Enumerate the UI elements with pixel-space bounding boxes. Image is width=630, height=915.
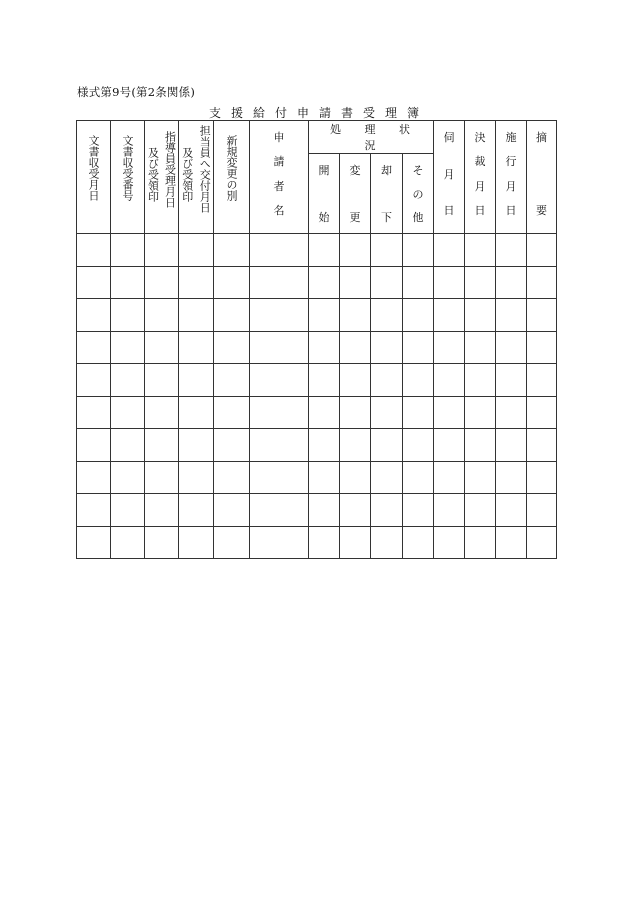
entry-cell[interactable] xyxy=(340,429,371,462)
entry-cell[interactable] xyxy=(434,429,465,462)
entry-cell[interactable] xyxy=(434,266,465,299)
entry-cell[interactable] xyxy=(179,461,214,494)
entry-cell[interactable] xyxy=(403,234,434,267)
entry-cell[interactable] xyxy=(214,494,250,527)
table-row xyxy=(77,429,557,462)
entry-cell[interactable] xyxy=(250,526,309,559)
entry-cell[interactable] xyxy=(111,494,145,527)
entry-cell[interactable] xyxy=(371,364,403,397)
entry-cell[interactable] xyxy=(214,429,250,462)
entry-cell[interactable] xyxy=(179,266,214,299)
entry-cell[interactable] xyxy=(434,331,465,364)
entry-cell[interactable] xyxy=(250,364,309,397)
ledger-title: 支援給付申請書受理簿 xyxy=(208,106,429,120)
entry-cell[interactable] xyxy=(496,526,527,559)
entry-cell[interactable] xyxy=(179,299,214,332)
entry-cell[interactable] xyxy=(111,461,145,494)
header-start: 開 始 xyxy=(309,154,340,234)
entry-cell[interactable] xyxy=(145,429,179,462)
entry-cell[interactable] xyxy=(496,299,527,332)
header-applicant-name: 申 請 者 名 xyxy=(250,121,309,234)
entry-cell[interactable] xyxy=(340,331,371,364)
entry-cell[interactable] xyxy=(309,364,340,397)
header-enforcement-date: 施 行 月 日 xyxy=(496,121,527,234)
entry-cell[interactable] xyxy=(77,266,111,299)
entry-cell[interactable] xyxy=(527,429,557,462)
entry-cell[interactable] xyxy=(111,396,145,429)
entry-cell[interactable] xyxy=(77,364,111,397)
table-row xyxy=(77,364,557,397)
ledger-body xyxy=(77,234,557,559)
entry-cell[interactable] xyxy=(434,526,465,559)
entry-cell[interactable] xyxy=(309,461,340,494)
entry-cell[interactable] xyxy=(371,266,403,299)
entry-cell[interactable] xyxy=(527,234,557,267)
entry-cell[interactable] xyxy=(403,526,434,559)
entry-cell[interactable] xyxy=(434,396,465,429)
entry-cell[interactable] xyxy=(371,526,403,559)
table-row xyxy=(77,299,557,332)
entry-cell[interactable] xyxy=(309,234,340,267)
entry-cell[interactable] xyxy=(309,526,340,559)
entry-cell[interactable] xyxy=(371,299,403,332)
entry-cell[interactable] xyxy=(214,266,250,299)
entry-cell[interactable] xyxy=(250,266,309,299)
entry-cell[interactable] xyxy=(496,331,527,364)
entry-cell[interactable] xyxy=(77,461,111,494)
entry-cell[interactable] xyxy=(214,396,250,429)
entry-cell[interactable] xyxy=(527,299,557,332)
entry-cell[interactable] xyxy=(403,494,434,527)
entry-cell[interactable] xyxy=(77,234,111,267)
entry-cell[interactable] xyxy=(145,364,179,397)
entry-cell[interactable] xyxy=(111,526,145,559)
table-row xyxy=(77,396,557,429)
entry-cell[interactable] xyxy=(527,266,557,299)
entry-cell[interactable] xyxy=(465,461,496,494)
entry-cell[interactable] xyxy=(371,331,403,364)
entry-cell[interactable] xyxy=(434,234,465,267)
entry-cell[interactable] xyxy=(309,396,340,429)
entry-cell[interactable] xyxy=(179,331,214,364)
entry-cell[interactable] xyxy=(340,364,371,397)
entry-cell[interactable] xyxy=(527,494,557,527)
entry-cell[interactable] xyxy=(179,429,214,462)
entry-cell[interactable] xyxy=(403,299,434,332)
entry-cell[interactable] xyxy=(250,234,309,267)
entry-cell[interactable] xyxy=(434,299,465,332)
entry-cell[interactable] xyxy=(496,266,527,299)
form-number-label: 様式第9号(第2条関係) xyxy=(77,85,196,99)
entry-cell[interactable] xyxy=(214,299,250,332)
entry-cell[interactable] xyxy=(403,396,434,429)
entry-cell[interactable] xyxy=(214,364,250,397)
entry-cell[interactable] xyxy=(340,526,371,559)
entry-cell[interactable] xyxy=(145,396,179,429)
entry-cell[interactable] xyxy=(250,429,309,462)
entry-cell[interactable] xyxy=(179,364,214,397)
entry-cell[interactable] xyxy=(465,396,496,429)
entry-cell[interactable] xyxy=(527,396,557,429)
entry-cell[interactable] xyxy=(111,331,145,364)
entry-cell[interactable] xyxy=(496,396,527,429)
table-row xyxy=(77,461,557,494)
entry-cell[interactable] xyxy=(434,461,465,494)
entry-cell[interactable] xyxy=(214,526,250,559)
entry-cell[interactable] xyxy=(77,526,111,559)
entry-cell[interactable] xyxy=(250,494,309,527)
entry-cell[interactable] xyxy=(309,331,340,364)
entry-cell[interactable] xyxy=(111,364,145,397)
entry-cell[interactable] xyxy=(527,331,557,364)
entry-cell[interactable] xyxy=(434,494,465,527)
header-instructor-receipt: 指導員受理月日 及び受領印 xyxy=(145,121,179,234)
entry-cell[interactable] xyxy=(77,396,111,429)
entry-cell[interactable] xyxy=(465,494,496,527)
entry-cell[interactable] xyxy=(434,364,465,397)
entry-cell[interactable] xyxy=(527,364,557,397)
entry-cell[interactable] xyxy=(179,526,214,559)
entry-cell[interactable] xyxy=(527,461,557,494)
entry-cell[interactable] xyxy=(179,234,214,267)
entry-cell[interactable] xyxy=(340,234,371,267)
entry-cell[interactable] xyxy=(145,331,179,364)
table-row xyxy=(77,526,557,559)
entry-cell[interactable] xyxy=(214,234,250,267)
entry-cell[interactable] xyxy=(340,494,371,527)
entry-cell[interactable] xyxy=(371,461,403,494)
entry-cell[interactable] xyxy=(77,331,111,364)
entry-cell[interactable] xyxy=(214,461,250,494)
entry-cell[interactable] xyxy=(309,299,340,332)
header-reject: 却 下 xyxy=(371,154,403,234)
header-staff-delivery: 担当員へ交付月日 及び受領印 xyxy=(179,121,214,234)
header-processing-status: 処 理 状 況 xyxy=(309,121,434,154)
entry-cell[interactable] xyxy=(145,461,179,494)
header-doc-receipt-number: 文書収受番号 xyxy=(111,121,145,234)
header-other: そ の 他 xyxy=(403,154,434,234)
entry-cell[interactable] xyxy=(403,364,434,397)
entry-cell[interactable] xyxy=(371,234,403,267)
table-row xyxy=(77,266,557,299)
entry-cell[interactable] xyxy=(496,234,527,267)
entry-cell[interactable] xyxy=(179,396,214,429)
entry-cell[interactable] xyxy=(214,331,250,364)
entry-cell[interactable] xyxy=(309,429,340,462)
entry-cell[interactable] xyxy=(145,234,179,267)
entry-cell[interactable] xyxy=(250,461,309,494)
header-inquiry-date: 伺 月 日 xyxy=(434,121,465,234)
entry-cell[interactable] xyxy=(145,266,179,299)
entry-cell[interactable] xyxy=(465,526,496,559)
entry-cell[interactable] xyxy=(77,494,111,527)
entry-cell[interactable] xyxy=(309,266,340,299)
entry-cell[interactable] xyxy=(77,429,111,462)
entry-cell[interactable] xyxy=(465,299,496,332)
entry-cell[interactable] xyxy=(145,494,179,527)
entry-cell[interactable] xyxy=(403,331,434,364)
entry-cell[interactable] xyxy=(145,299,179,332)
entry-cell[interactable] xyxy=(340,461,371,494)
entry-cell[interactable] xyxy=(496,429,527,462)
entry-cell[interactable] xyxy=(340,299,371,332)
entry-cell[interactable] xyxy=(250,299,309,332)
header-doc-receipt-date: 文書収受月日 xyxy=(77,121,111,234)
entry-cell[interactable] xyxy=(111,266,145,299)
entry-cell[interactable] xyxy=(111,299,145,332)
entry-cell[interactable] xyxy=(340,266,371,299)
entry-cell[interactable] xyxy=(527,526,557,559)
table-row xyxy=(77,234,557,267)
header-new-or-change: 新規変更の別 xyxy=(214,121,250,234)
entry-cell[interactable] xyxy=(465,429,496,462)
entry-cell[interactable] xyxy=(465,364,496,397)
entry-cell[interactable] xyxy=(145,526,179,559)
entry-cell[interactable] xyxy=(111,234,145,267)
header-change: 変 更 xyxy=(340,154,371,234)
entry-cell[interactable] xyxy=(371,396,403,429)
entry-cell[interactable] xyxy=(496,461,527,494)
entry-cell[interactable] xyxy=(403,429,434,462)
table-row xyxy=(77,331,557,364)
entry-cell[interactable] xyxy=(179,494,214,527)
entry-cell[interactable] xyxy=(496,364,527,397)
entry-cell[interactable] xyxy=(465,266,496,299)
entry-cell[interactable] xyxy=(403,266,434,299)
entry-cell[interactable] xyxy=(465,331,496,364)
entry-cell[interactable] xyxy=(250,396,309,429)
entry-cell[interactable] xyxy=(371,429,403,462)
entry-cell[interactable] xyxy=(250,331,309,364)
entry-cell[interactable] xyxy=(309,494,340,527)
entry-cell[interactable] xyxy=(77,299,111,332)
entry-cell[interactable] xyxy=(371,494,403,527)
receipt-ledger-table xyxy=(76,120,557,559)
entry-cell[interactable] xyxy=(465,234,496,267)
table-row xyxy=(77,494,557,527)
entry-cell[interactable] xyxy=(111,429,145,462)
header-summary: 摘 要 xyxy=(527,121,557,234)
entry-cell[interactable] xyxy=(403,461,434,494)
header-decision-date: 決 裁 月 日 xyxy=(465,121,496,234)
entry-cell[interactable] xyxy=(496,494,527,527)
entry-cell[interactable] xyxy=(340,396,371,429)
